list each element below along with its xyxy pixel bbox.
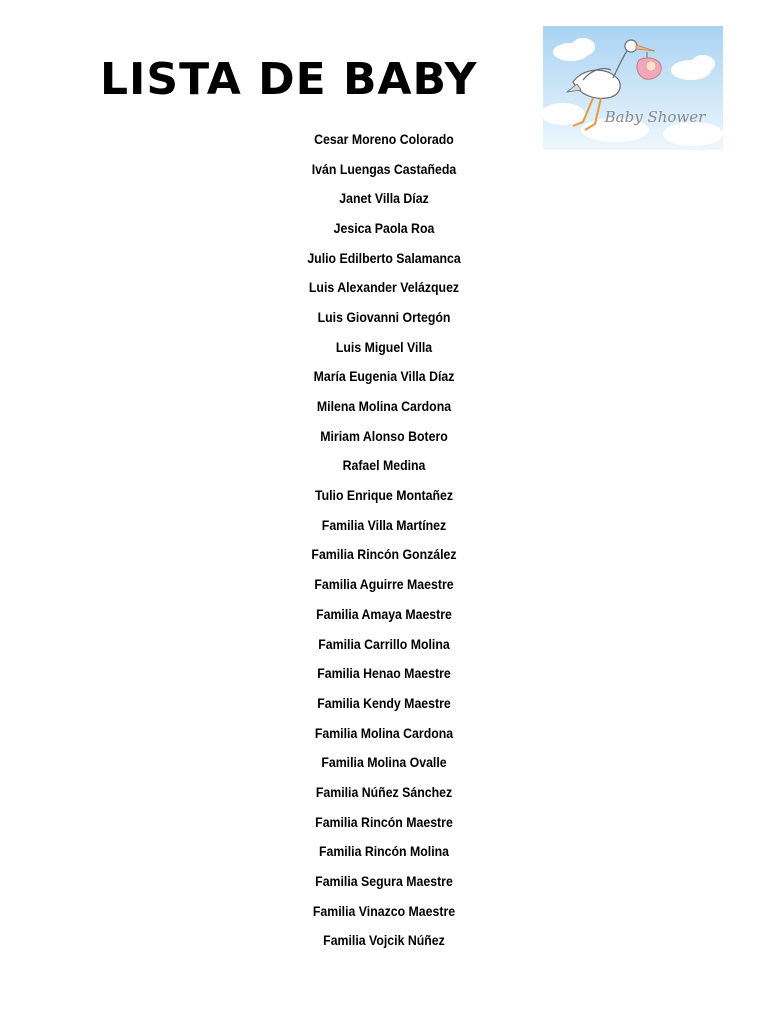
- guest-item: Familia Carrillo Molina: [318, 635, 450, 652]
- guest-item: Milena Molina Cardona: [316, 398, 452, 415]
- guest-item: Miriam Alonso Botero: [320, 427, 448, 444]
- guest-item: Tulio Enrique Montañez: [314, 487, 454, 504]
- guest-item: Familia Amaya Maestre: [316, 605, 452, 622]
- guest-item: Familia Kendy Maestre: [317, 694, 451, 711]
- guest-item: Luis Alexander Velázquez: [308, 279, 460, 296]
- guest-item: Familia Vojcik Núñez: [323, 932, 445, 949]
- guest-item: Familia Molina Ovalle: [321, 754, 447, 771]
- guest-item: Familia Molina Cardona: [314, 724, 454, 741]
- guest-item: Familia Vinazco Maestre: [312, 902, 456, 919]
- guest-item: Familia Rincón Maestre: [315, 813, 453, 830]
- guest-item: Rafael Medina: [342, 457, 426, 474]
- guest-item: Familia Henao Maestre: [317, 665, 451, 682]
- guest-item: Iván Luengas Castañeda: [311, 160, 457, 177]
- guest-item: Janet Villa Díaz: [339, 190, 429, 207]
- guest-item: Familia Núñez Sánchez: [315, 783, 453, 800]
- guest-item: Familia Rincón Molina: [318, 843, 450, 860]
- guest-item: Familia Aguirre Maestre: [314, 576, 454, 593]
- guest-item: Luis Miguel Villa: [335, 338, 433, 355]
- guest-item: María Eugenia Villa Díaz: [313, 368, 455, 385]
- guest-item: Julio Edilberto Salamanca: [307, 249, 461, 266]
- guest-item: Luis Giovanni Ortegón: [317, 308, 451, 325]
- guest-item: Familia Villa Martínez: [321, 516, 447, 533]
- guest-item: Familia Rincón González: [311, 546, 457, 563]
- logo-text: Baby Shower: [604, 108, 706, 126]
- guest-item: Jesica Paola Roa: [333, 219, 435, 236]
- guest-item: Familia Segura Maestre: [315, 873, 453, 890]
- guest-list: [0, 124, 768, 955]
- guest-item: Cesar Moreno Colorado: [314, 130, 454, 147]
- page-title: LISTA DE BABY: [100, 54, 478, 105]
